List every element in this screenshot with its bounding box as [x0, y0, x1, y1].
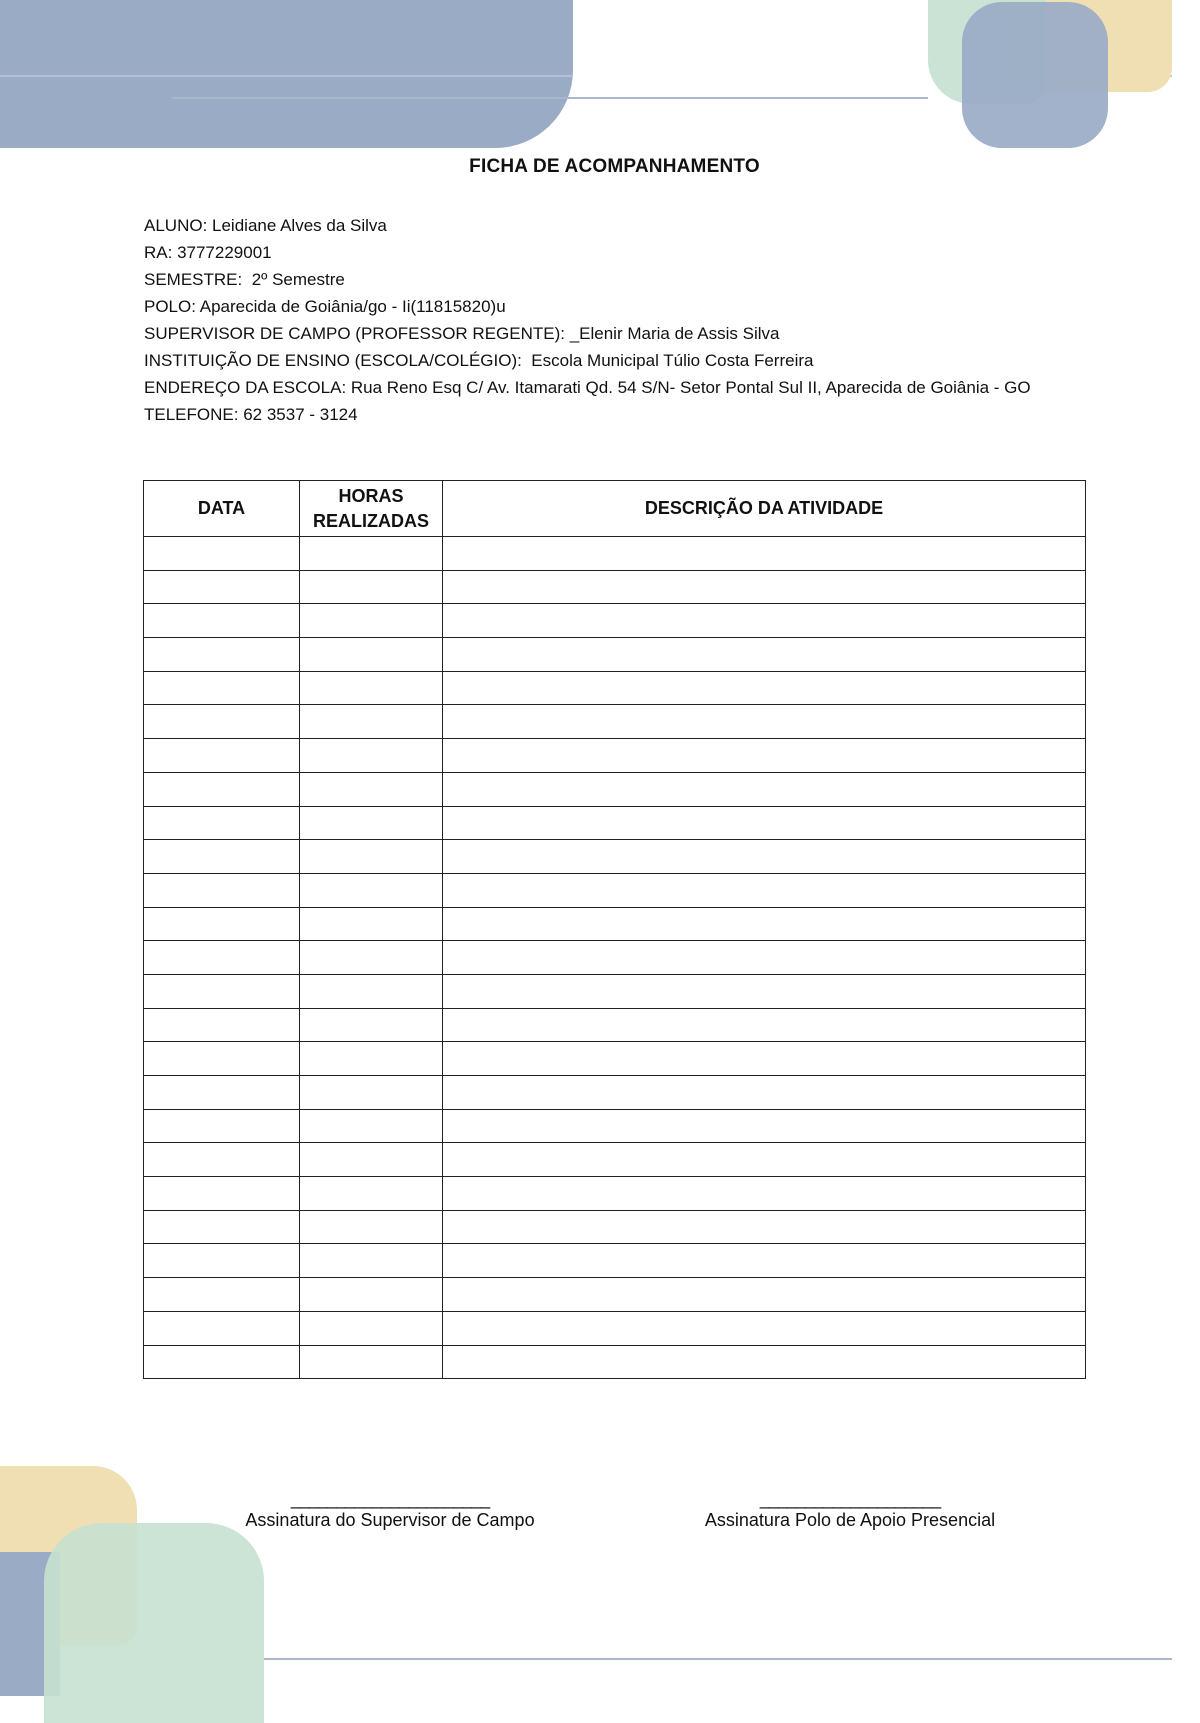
cell-data[interactable] [144, 1244, 300, 1278]
table-row [144, 1109, 1086, 1143]
cell-data[interactable] [144, 739, 300, 773]
cell-descricao[interactable] [443, 941, 1086, 975]
decor-top-rule-left [0, 75, 573, 77]
cell-horas[interactable] [300, 1109, 443, 1143]
table-row [144, 570, 1086, 604]
cell-horas[interactable] [300, 907, 443, 941]
table-row [144, 1008, 1086, 1042]
cell-data[interactable] [144, 974, 300, 1008]
cell-horas[interactable] [300, 570, 443, 604]
cell-horas[interactable] [300, 537, 443, 571]
cell-data[interactable] [144, 907, 300, 941]
signature-line: ____________________ [759, 1489, 941, 1509]
field-label: TELEFONE: [144, 405, 239, 424]
table-row [144, 1143, 1086, 1177]
cell-horas[interactable] [300, 974, 443, 1008]
field-label: ENDEREÇO DA ESCOLA: [144, 378, 347, 397]
cell-descricao[interactable] [443, 537, 1086, 571]
cell-data[interactable] [144, 1008, 300, 1042]
cell-data[interactable] [144, 941, 300, 975]
cell-descricao[interactable] [443, 1311, 1086, 1345]
cell-descricao[interactable] [443, 1244, 1086, 1278]
cell-data[interactable] [144, 873, 300, 907]
activity-table [143, 480, 1086, 1379]
cell-data[interactable] [144, 772, 300, 806]
cell-descricao[interactable] [443, 1177, 1086, 1211]
field-semestre [144, 266, 1085, 293]
signature-polo [680, 1488, 1020, 1531]
table-row [144, 1177, 1086, 1211]
cell-descricao[interactable] [443, 739, 1086, 773]
cell-horas[interactable] [300, 941, 443, 975]
field-value: Aparecida de Goiânia/go - Ii(11815820)u [195, 297, 506, 316]
page-title: FICHA DE ACOMPANHAMENTO [469, 156, 760, 177]
field-label: INSTITUIÇÃO DE ENSINO (ESCOLA/COLÉGIO): [144, 351, 522, 370]
cell-horas[interactable] [300, 1278, 443, 1312]
field-ra [144, 239, 1085, 266]
cell-data[interactable] [144, 1143, 300, 1177]
header-data: DATA [144, 481, 300, 537]
cell-horas[interactable] [300, 1244, 443, 1278]
field-aluno [144, 212, 1085, 239]
table-row [144, 974, 1086, 1008]
cell-data[interactable] [144, 1177, 300, 1211]
table-row [144, 705, 1086, 739]
field-label: SUPERVISOR DE CAMPO (PROFESSOR REGENTE): [144, 324, 565, 343]
field-value: Rua Reno Esq C/ Av. Itamarati Qd. 54 S/N- Setor Pontal Sul II, Aparecida de Goiânia - GO [346, 378, 1031, 397]
cell-descricao[interactable] [443, 570, 1086, 604]
signature-label: Assinatura Polo de Apoio Presencial [704, 1510, 996, 1530]
table-row [144, 1345, 1086, 1379]
cell-data[interactable] [144, 1210, 300, 1244]
header-horas-line2: REALIZADAS [313, 510, 429, 531]
field-endereco [144, 374, 1085, 401]
cell-data[interactable] [144, 840, 300, 874]
cell-horas[interactable] [300, 806, 443, 840]
table-row [144, 604, 1086, 638]
table-row [144, 840, 1086, 874]
cell-descricao[interactable] [443, 1008, 1086, 1042]
cell-data[interactable] [144, 638, 300, 672]
table-row [144, 1311, 1086, 1345]
field-value: 3777229001 [172, 243, 272, 262]
cell-horas[interactable] [300, 1345, 443, 1379]
signature-label: Assinatura do Supervisor de Campo [245, 1510, 535, 1530]
field-polo [144, 293, 1085, 320]
table-row [144, 1042, 1086, 1076]
cell-descricao[interactable] [443, 1042, 1086, 1076]
cell-horas[interactable] [300, 1177, 443, 1211]
table-row [144, 1244, 1086, 1278]
cell-horas[interactable] [300, 671, 443, 705]
field-value: 62 3537 - 3124 [238, 405, 358, 424]
cell-data[interactable] [144, 1278, 300, 1312]
signature-line: ______________________ [290, 1489, 490, 1509]
cell-descricao[interactable] [443, 806, 1086, 840]
table-header-row [144, 481, 1086, 537]
cell-horas[interactable] [300, 772, 443, 806]
decor-bottom-left-mint [44, 1523, 264, 1723]
cell-data[interactable] [144, 806, 300, 840]
table-row [144, 907, 1086, 941]
table-row [144, 1278, 1086, 1312]
cell-horas[interactable] [300, 705, 443, 739]
decor-bottom-rule [264, 1658, 1172, 1660]
table-row [144, 772, 1086, 806]
cell-data[interactable] [144, 537, 300, 571]
field-supervisor [144, 320, 1085, 347]
field-instituicao [144, 347, 1085, 374]
field-value: Leidiane Alves da Silva [207, 216, 387, 235]
cell-data[interactable] [144, 705, 300, 739]
cell-horas[interactable] [300, 1311, 443, 1345]
cell-horas[interactable] [300, 604, 443, 638]
cell-data[interactable] [144, 671, 300, 705]
cell-horas[interactable] [300, 1210, 443, 1244]
cell-descricao[interactable] [443, 1278, 1086, 1312]
cell-descricao[interactable] [443, 974, 1086, 1008]
field-telefone [144, 401, 1085, 428]
field-label: POLO: [144, 297, 196, 316]
cell-data[interactable] [144, 570, 300, 604]
table-row [144, 873, 1086, 907]
header-horas [300, 481, 443, 537]
field-value: _Elenir Maria de Assis Silva [564, 324, 780, 343]
cell-horas[interactable] [300, 638, 443, 672]
decor-top-left-block [0, 0, 573, 148]
cell-horas[interactable] [300, 739, 443, 773]
cell-descricao[interactable] [443, 873, 1086, 907]
cell-descricao[interactable] [443, 1143, 1086, 1177]
cell-descricao[interactable] [443, 907, 1086, 941]
table-row [144, 638, 1086, 672]
table-row [144, 1076, 1086, 1110]
cell-horas[interactable] [300, 840, 443, 874]
decor-top-rule [172, 97, 928, 99]
cell-descricao[interactable] [443, 1345, 1086, 1379]
cell-data[interactable] [144, 604, 300, 638]
cell-descricao[interactable] [443, 1210, 1086, 1244]
field-label: RA: [144, 243, 173, 262]
table-row [144, 1210, 1086, 1244]
table-row [144, 941, 1086, 975]
cell-descricao[interactable] [443, 772, 1086, 806]
cell-descricao[interactable] [443, 604, 1086, 638]
cell-horas[interactable] [300, 1008, 443, 1042]
cell-descricao[interactable] [443, 705, 1086, 739]
cell-descricao[interactable] [443, 638, 1086, 672]
cell-horas[interactable] [300, 873, 443, 907]
cell-data[interactable] [144, 1109, 300, 1143]
cell-horas[interactable] [300, 1076, 443, 1110]
header-descricao: DESCRIÇÃO DA ATIVIDADE [443, 481, 1086, 537]
cell-data[interactable] [144, 1311, 300, 1345]
cell-descricao[interactable] [443, 1109, 1086, 1143]
table-row [144, 671, 1086, 705]
cell-descricao[interactable] [443, 1076, 1086, 1110]
cell-data[interactable] [144, 1345, 300, 1379]
info-block [144, 212, 1085, 428]
signature-supervisor [220, 1488, 560, 1531]
header-horas-line1: HORAS [338, 485, 404, 506]
cell-horas[interactable] [300, 1143, 443, 1177]
cell-data[interactable] [144, 1076, 300, 1110]
field-value: Escola Municipal Túlio Costa Ferreira [521, 351, 814, 370]
cell-descricao[interactable] [443, 840, 1086, 874]
cell-data[interactable] [144, 1042, 300, 1076]
table-body [144, 537, 1086, 1379]
cell-horas[interactable] [300, 1042, 443, 1076]
cell-descricao[interactable] [443, 671, 1086, 705]
table-row [144, 537, 1086, 571]
field-value: 2º Semestre [242, 270, 345, 289]
decor-top-right-blue [962, 2, 1108, 148]
field-label: ALUNO: [144, 216, 208, 235]
table-row [144, 739, 1086, 773]
table-row [144, 806, 1086, 840]
field-label: SEMESTRE: [144, 270, 243, 289]
